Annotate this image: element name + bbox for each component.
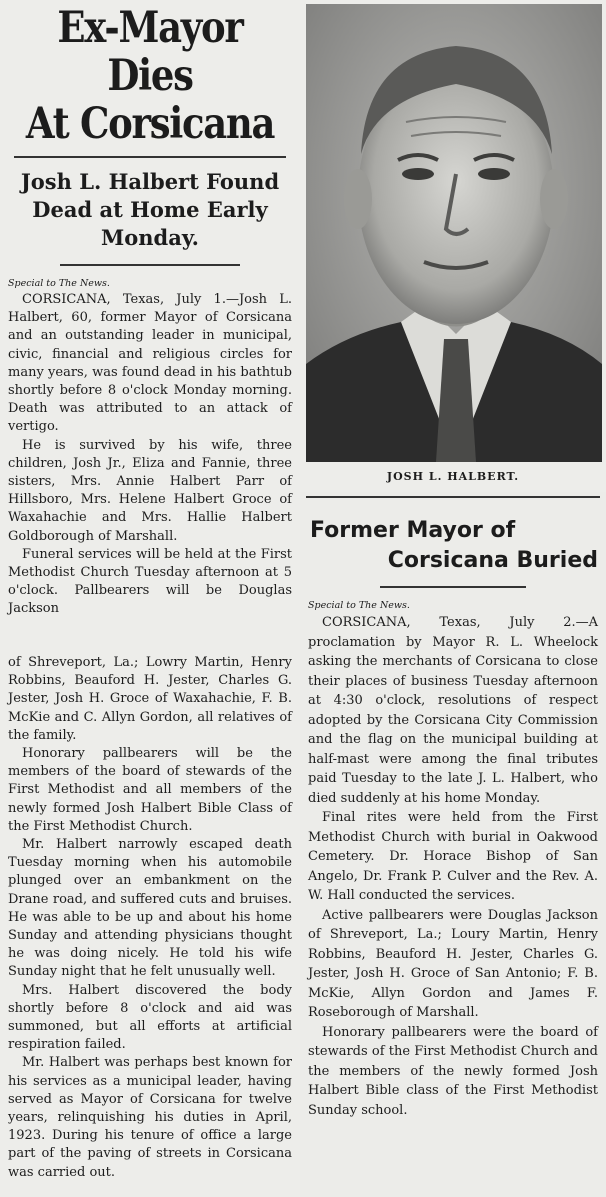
article1-headline: [21, 0, 279, 148]
subhead-divider: [60, 264, 240, 266]
headline-line2: Corsicana Buried: [387, 548, 598, 573]
paragraph: Funeral services will be held at the First Methodist Church Tuesday afternoon at 5 o'clock. Pallbearers will be Douglas Jackson: [8, 546, 292, 617]
paragraph: He is survived by his wife, three children, Josh Jr., Eliza and Fannie, three sisters, Mrs. Annie Halbert Parr of Hillsboro, Mrs. Helene Halbert Groce of Waxahachie and Mrs. Hallie Halbert Goldborough of Marshall.: [8, 437, 292, 544]
article1-body-top: [8, 291, 292, 619]
paragraph: Honorary pallbearers were the board of stewards of the First Methodist Church and the members of the newly formed Josh Halbert Bible class of the First Methodist Sunday school.: [308, 1024, 598, 1118]
photo-caption: JOSH L. HALBERT.: [386, 470, 520, 483]
article2-top-rule: [306, 496, 600, 498]
photo-area: [300, 0, 606, 492]
headline-line1: Former Mayor of: [310, 518, 516, 543]
headline-divider: [14, 156, 286, 158]
article1-top: [0, 0, 300, 650]
article1-subhead: Josh L. Halbert Found Dead at Home Early Monday.: [20, 169, 280, 250]
paragraph: Honorary pallbearers will be the members of the board of stewards of the First Methodist and all members of the newly formed Josh Halbert Bible Class of the First Methodist Church.: [8, 746, 292, 834]
article1-bottom: [0, 650, 300, 1197]
paragraph: CORSICANA, Texas, July 1.—Josh L. Halbert, 60, former Mayor of Corsicana and an outstanding leader in municipal, civic, financial and religious circles for many years, was found dead in his bathtub shortly before 8 o'clock Monday morning. Death was attributed to an attack of vertigo.: [8, 292, 292, 435]
article2-credit: Special to The News.: [308, 600, 410, 611]
paragraph: of Shreveport, La.; Lowry Martin, Henry Robbins, Beauford H. Jester, Charles G. Jester, Josh H. Groce of Waxahachie, F. B. McKie and C. Allyn Gordon, all relatives of the family.: [8, 655, 292, 743]
article1-body-bottom: [8, 654, 292, 1182]
paragraph: Mr. Halbert narrowly escaped death Tuesday morning when his automobile plunged over an embankment on the Drane road, and suffered cuts and bruises. He was able to be up and about his home Sunday and attending physicians thought he was doing nicely. He told his wife Sunday night that he felt unusually well.: [8, 837, 292, 980]
article1-credit: Special to The News.: [8, 278, 110, 289]
article2-body: [308, 613, 598, 1120]
article2-headline: [310, 516, 598, 576]
paragraph: Final rites were held from the First Methodist Church with burial in Oakwood Cemetery. Dr. Horace Bishop of San Angelo, Dr. Frank P. Culver and the Rev. A. W. Hall conducted the services.: [308, 810, 598, 903]
portrait-image: [306, 4, 602, 462]
article2-headline-divider: [380, 586, 526, 588]
headline-line1: Ex-Mayor Dies: [57, 3, 243, 101]
paragraph: CORSICANA, Texas, July 2.—A proclamation by Mayor R. L. Wheelock asking the merchants of Corsicana to close their places of business Tuesday afternoon at 4:30 o'clock, resolutions of respect adopted by the Corsicana City Commission and the flag on the municipal building at half-mast were among the final tributes paid Tuesday to the late J. L. Halbert, who died suddenly at his home Monday.: [308, 615, 598, 806]
paragraph: Mr. Halbert was perhaps best known for his services as a municipal leader, having served as Mayor of Corsicana for twelve years, relinquishing his duties in April, 1923. During his tenure of office a large part of the paving of streets in Corsicana was carried out.: [8, 1055, 292, 1180]
paragraph: Active pallbearers were Douglas Jackson of Shreveport, La.; Loury Martin, Henry Robbins, Beauford H. Jester, Charles G. Jester, Josh H. Groce of San Antonio; F. B. McKie, Allyn Gordon and James F. Roseborough of Marshall.: [308, 907, 598, 1020]
article2: [300, 492, 606, 1197]
paragraph: Mrs. Halbert discovered the body shortly before 8 o'clock and aid was summoned, but all efforts at artificial respiration failed.: [8, 982, 292, 1053]
headline-line2: At Corsicana: [25, 99, 275, 149]
portrait-photo: [306, 4, 602, 462]
